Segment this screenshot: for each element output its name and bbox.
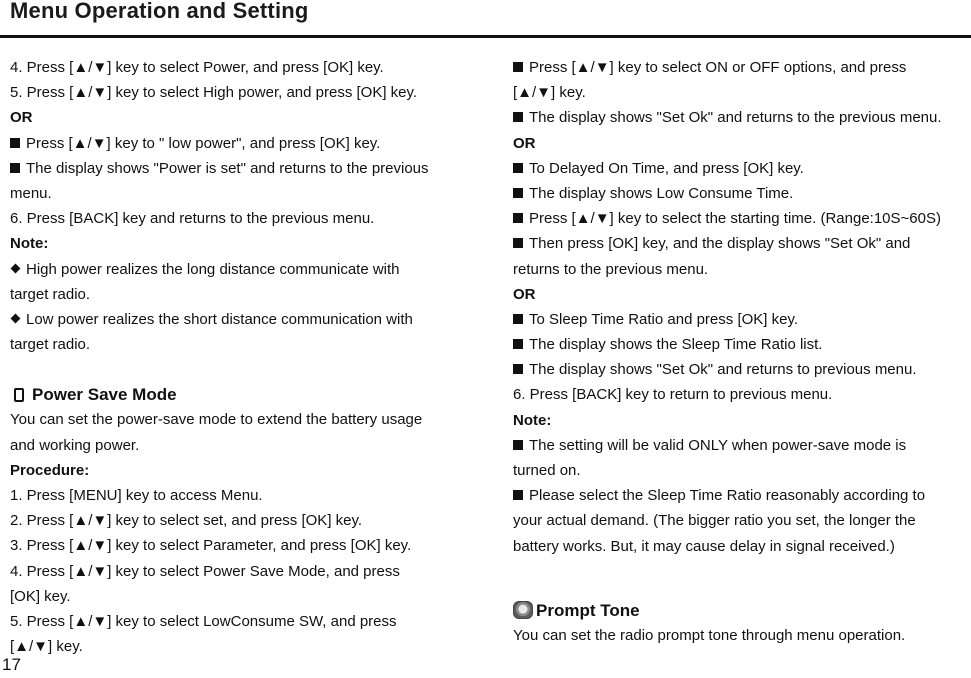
bullet-set-ok: The display shows "Set Ok" and returns to the previous menu.: [513, 105, 971, 130]
square-bullet-icon: [513, 62, 523, 72]
right-column: [513, 55, 971, 648]
square-bullet-icon: [513, 490, 523, 500]
prompt-tone-intro: You can set the radio prompt tone through menu operation.: [513, 626, 906, 644]
diamond-bullet-icon: [11, 313, 21, 323]
square-bullet-icon: [513, 440, 523, 450]
procedure-label: Procedure:: [10, 461, 90, 479]
bullet-starting-time: Press [▲/▼] key to select the starting time. (Range:10S~60S): [513, 206, 971, 231]
note-valid-only: The setting will be valid ONLY when power-save mode is: [513, 433, 971, 458]
bullet-low-consume: The display shows Low Consume Time.: [513, 181, 971, 206]
step-6-back: 6. Press [BACK] key and returns to the previous menu.: [10, 210, 375, 228]
or-label: OR: [513, 285, 536, 303]
bullet-power-set-cont: menu.: [10, 184, 52, 202]
prompt-tone-heading: Prompt Tone: [513, 598, 971, 623]
page-number: 17: [2, 655, 21, 674]
note-low-power: Low power realizes the short distance communication with: [10, 307, 470, 332]
bullet-on-off: Press [▲/▼] key to select ON or OFF options, and press: [513, 55, 971, 80]
bullet-delayed-on: To Delayed On Time, and press [OK] key.: [513, 156, 971, 181]
procedure-step-4-cont: [OK] key.: [10, 587, 71, 605]
speaker-icon: [513, 601, 533, 619]
square-bullet-icon: [513, 238, 523, 248]
power-save-mode-heading: Power Save Mode: [10, 382, 470, 407]
or-label: OR: [10, 109, 33, 127]
note-valid-only-cont: turned on.: [513, 462, 581, 479]
power-save-intro-cont: and working power.: [10, 436, 140, 454]
diamond-bullet-icon: [11, 263, 21, 273]
step-5-high-power: 5. Press [▲/▼] key to select High power, and press [OK] key.: [10, 84, 418, 102]
square-bullet-icon: [513, 213, 523, 223]
step-4-power: 4. Press [▲/▼] key to select Power, and press [OK] key.: [10, 59, 384, 76]
square-bullet-icon: [10, 163, 20, 173]
note-high-power-cont: target radio.: [10, 285, 91, 303]
left-column: [10, 55, 470, 659]
bullet-power-set: The display shows "Power is set" and returns to the previous: [10, 156, 470, 181]
square-bullet-icon: [513, 163, 523, 173]
procedure-step-5-cont: [▲/▼] key.: [10, 638, 83, 656]
power-save-intro: You can set the power-save mode to extend the battery usage: [10, 411, 423, 429]
document-icon: [14, 388, 24, 402]
procedure-step-5: 5. Press [▲/▼] key to select LowConsume SW, and press: [10, 612, 397, 630]
step-6-back: 6. Press [BACK] key to return to previous menu.: [513, 386, 833, 404]
square-bullet-icon: [10, 138, 20, 148]
note-label: Note:: [10, 235, 49, 253]
bullet-on-off-cont: [▲/▼] key.: [513, 84, 586, 102]
square-bullet-icon: [513, 188, 523, 198]
square-bullet-icon: [513, 314, 523, 324]
bullet-sleep-ratio: To Sleep Time Ratio and press [OK] key.: [513, 307, 971, 332]
square-bullet-icon: [513, 112, 523, 122]
page-header-title: Menu Operation and Setting: [10, 0, 309, 23]
bullet-then-ok-cont: returns to the previous menu.: [513, 260, 709, 278]
bullet-set-ok-2: The display shows "Set Ok" and returns to previous menu.: [513, 357, 971, 382]
bullet-sleep-list: The display shows the Sleep Time Ratio list.: [513, 332, 971, 357]
note-select-ratio: Please select the Sleep Time Ratio reasonably according to: [513, 483, 971, 508]
procedure-step-4: 4. Press [▲/▼] key to select Power Save Mode, and press: [10, 562, 400, 580]
header-divider: [0, 35, 971, 38]
note-select-ratio-cont-2: battery works. But, it may cause delay in signal received.): [513, 537, 895, 555]
square-bullet-icon: [513, 364, 523, 374]
square-bullet-icon: [513, 339, 523, 349]
procedure-step-3: 3. Press [▲/▼] key to select Parameter, and press [OK] key.: [10, 537, 412, 555]
procedure-step-1: 1. Press [MENU] key to access Menu.: [10, 487, 263, 504]
note-high-power: High power realizes the long distance communicate with: [10, 257, 470, 282]
bullet-then-ok: Then press [OK] key, and the display shows "Set Ok" and: [513, 231, 971, 256]
note-low-power-cont: target radio.: [10, 336, 91, 354]
note-select-ratio-cont: your actual demand. (The bigger ratio you set, the longer the: [513, 512, 916, 530]
procedure-step-2: 2. Press [▲/▼] key to select set, and press [OK] key.: [10, 512, 363, 530]
or-label: OR: [513, 134, 536, 152]
bullet-low-power: Press [▲/▼] key to " low power", and press [OK] key.: [10, 131, 470, 156]
note-label: Note:: [513, 411, 552, 429]
